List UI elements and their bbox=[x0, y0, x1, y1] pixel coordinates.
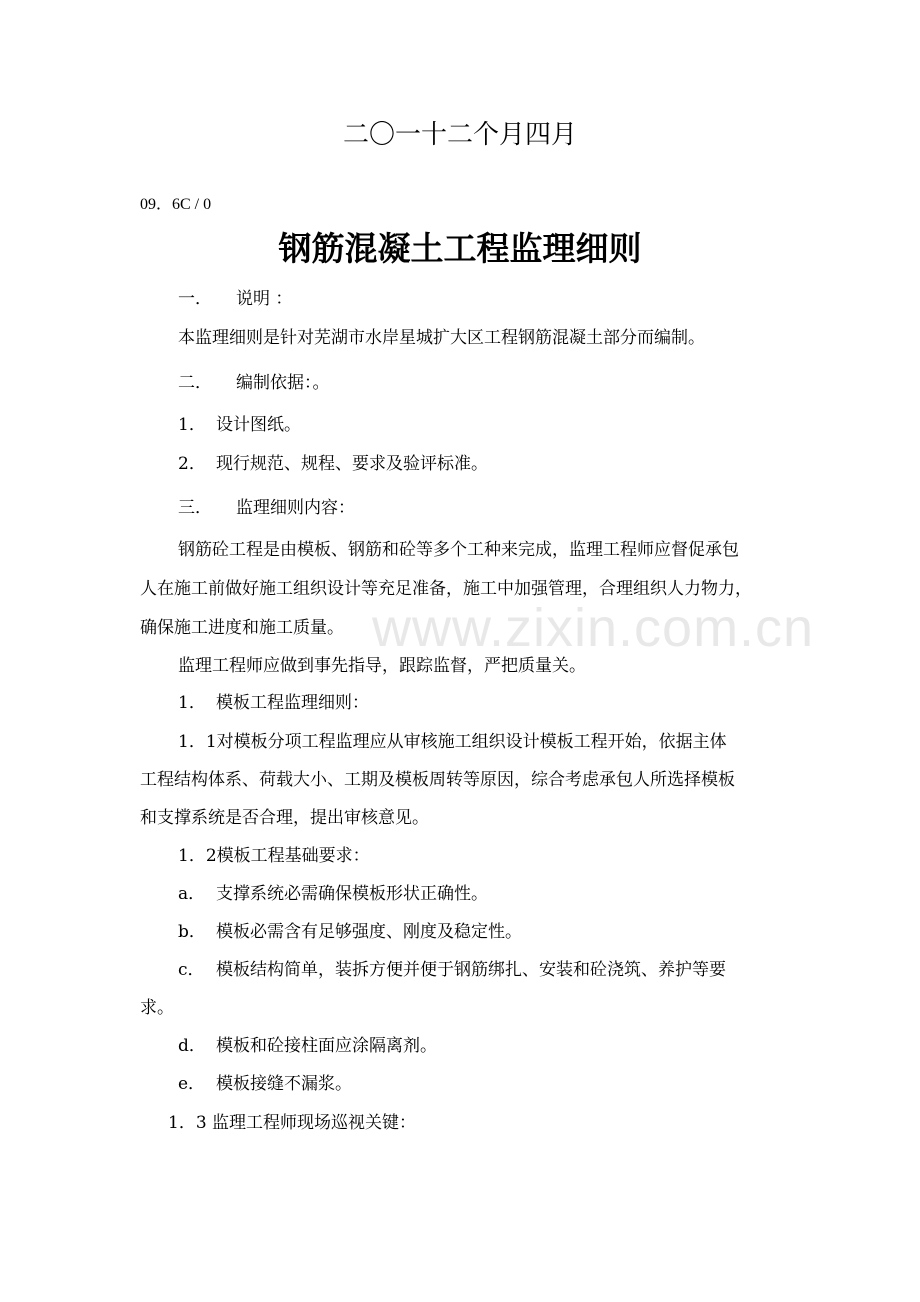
section-2-number: 二． bbox=[178, 373, 212, 393]
document-title: 钢筋混凝土工程监理细则 bbox=[278, 229, 642, 268]
section-1-heading bbox=[178, 288, 292, 310]
document-date: 二〇一十二个月四月 bbox=[342, 120, 577, 150]
subsection-1-number: 1． bbox=[178, 693, 206, 713]
section-1-number: 一． bbox=[178, 289, 212, 309]
para2-text: 监理工程师应做到事先指导，跟踪监督，严把质量关。 bbox=[178, 656, 586, 676]
para1-line-2: 人在施工前做好施工组织设计等充足准备，施工中加强管理，合理组织人力物力， bbox=[140, 579, 752, 599]
item-1-3-heading: 1．3 监理工程师现场巡视关键： bbox=[168, 1113, 417, 1133]
item-1-1-line-2: 工程结构体系、荷载大小、工期及模板周转等原因，综合考虑承包人所选择模板 bbox=[140, 770, 735, 790]
subsection-1-heading bbox=[178, 692, 369, 714]
requirement-c-text: 模板结构简单，装拆方便并便于钢筋绑扎、安装和砼浇筑、养护等要 bbox=[216, 960, 726, 980]
requirement-e bbox=[178, 1073, 352, 1095]
requirement-b-text: 模板必需含有足够强度、刚度及稳定性。 bbox=[216, 922, 522, 942]
section-2-label: 编制依据：。 bbox=[236, 373, 330, 393]
basis-item-2-number: 2． bbox=[178, 454, 206, 474]
requirement-c-letter: c． bbox=[178, 960, 205, 980]
requirement-e-text: 模板接缝不漏浆。 bbox=[216, 1074, 352, 1094]
para1-line-1: 钢筋砼工程是由模板、钢筋和砼等多个工种来完成，监理工程师应督促承包 bbox=[178, 540, 739, 560]
requirement-b-letter: b． bbox=[178, 922, 206, 942]
item-1-2-heading: 1．2模板工程基础要求： bbox=[178, 846, 370, 866]
item-1-1-line-1: 1．1对模板分项工程监理应从审核施工组织设计模板工程开始，依据主体 bbox=[178, 732, 727, 752]
requirement-a bbox=[178, 883, 488, 905]
requirement-a-letter: a． bbox=[178, 884, 206, 904]
basis-item-2-text: 现行规范、规程、要求及验评标准。 bbox=[216, 454, 488, 474]
requirement-d-letter: d． bbox=[178, 1036, 206, 1056]
section-3-number: 三． bbox=[178, 498, 212, 518]
section-2-heading bbox=[178, 372, 330, 394]
requirement-c bbox=[178, 959, 726, 981]
section-1-label: 说明 ： bbox=[236, 289, 293, 309]
basis-item-1-number: 1． bbox=[178, 415, 206, 435]
requirement-c-continuation: 求。 bbox=[140, 998, 174, 1018]
subsection-1-label: 模板工程监理细则： bbox=[216, 693, 369, 713]
basis-item-1 bbox=[178, 414, 301, 436]
section-3-label: 监理细则内容： bbox=[236, 498, 355, 518]
item-1-1-line-3: 和支撑系统是否合理，提出审核意见。 bbox=[140, 808, 429, 828]
basis-item-1-text: 设计图纸。 bbox=[216, 415, 301, 435]
requirement-e-letter: e． bbox=[178, 1074, 206, 1094]
requirement-a-text: 支撑系统必需确保模板形状正确性。 bbox=[216, 884, 488, 904]
requirement-d bbox=[178, 1035, 437, 1057]
requirement-d-text: 模板和砼接柱面应涂隔离剂。 bbox=[216, 1036, 437, 1056]
watermark: www.zixin.com.cn bbox=[372, 598, 815, 658]
para1-line-3: 确保施工进度和施工质量。 bbox=[140, 618, 344, 638]
document-code: 09．6C / 0 bbox=[140, 196, 212, 213]
section-3-heading bbox=[178, 497, 355, 519]
requirement-b bbox=[178, 921, 522, 943]
section-1-text: 本监理细则是针对芜湖市水岸星城扩大区工程钢筋混凝土部分而编制。 bbox=[178, 328, 705, 348]
basis-item-2 bbox=[178, 453, 488, 475]
